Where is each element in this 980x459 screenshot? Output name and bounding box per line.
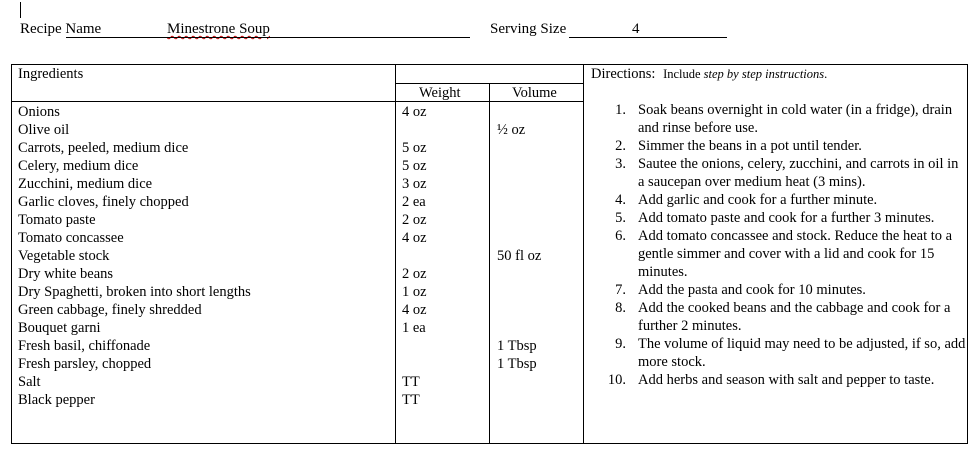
direction-step-number: 8. xyxy=(615,300,626,316)
ingredient-name: Zucchini, medium dice xyxy=(18,176,153,192)
ingredient-weight: 3 oz xyxy=(402,176,427,192)
serving-size-underline xyxy=(569,37,727,38)
directions-heading xyxy=(591,66,827,83)
directions-note: Include xyxy=(663,67,704,81)
table-rule-heading xyxy=(11,101,583,102)
directions-list xyxy=(598,101,968,389)
ingredient-weight: 4 oz xyxy=(402,302,427,318)
ingredient-name: Green cabbage, finely shredded xyxy=(18,302,202,318)
direction-step-text: Add tomato paste and cook for a further 3 minutes. xyxy=(638,210,935,226)
ingredient-name: Carrots, peeled, medium dice xyxy=(18,140,189,156)
ingredient-weight: 2 ea xyxy=(402,194,426,210)
volume-heading: Volume xyxy=(512,85,557,101)
text-cursor xyxy=(20,2,21,18)
ingredient-name: Dry Spaghetti, broken into short lengths xyxy=(18,284,251,300)
direction-step-number: 1. xyxy=(615,102,626,118)
ingredient-name: Vegetable stock xyxy=(18,248,110,264)
direction-step-number: 4. xyxy=(615,192,626,208)
recipe-name-label: Recipe Name xyxy=(20,21,102,37)
direction-step-text: The volume of liquid may need to be adjusted, if so, add more stock. xyxy=(638,336,966,370)
direction-step xyxy=(598,227,968,281)
direction-step-text: Simmer the beans in a pot until tender. xyxy=(638,138,862,154)
ingredient-weight: 4 oz xyxy=(402,104,427,120)
ingredient-volume: 1 Tbsp xyxy=(497,338,537,354)
serving-size-label: Serving Size xyxy=(490,21,567,37)
direction-step-number: 6. xyxy=(615,228,626,244)
direction-step-text: Add the cooked beans and the cabbage and cook for a further 2 minutes. xyxy=(638,300,951,334)
ingredient-name: Black pepper xyxy=(18,392,95,408)
ingredient-weight: 5 oz xyxy=(402,140,427,156)
ingredient-name: Garlic cloves, finely chopped xyxy=(18,194,189,210)
ingredient-weight: 1 oz xyxy=(402,284,427,300)
direction-step xyxy=(598,281,968,299)
table-rule-top xyxy=(395,83,583,84)
direction-step-number: 2. xyxy=(615,138,626,154)
direction-step-text: Sautee the onions, celery, zucchini, and carrots in oil in a saucepan over medium heat (3 mins). xyxy=(638,156,959,190)
ingredient-name: Fresh parsley, chopped xyxy=(18,356,152,372)
ingredient-name: Olive oil xyxy=(18,122,70,138)
direction-step xyxy=(598,335,968,371)
ingredient-weight: TT xyxy=(402,392,420,408)
ingredient-name: Tomato paste xyxy=(18,212,96,228)
direction-step-number: 10. xyxy=(607,372,626,388)
ingredient-name: Tomato concassee xyxy=(18,230,124,246)
ingredient-weight: 1 ea xyxy=(402,320,426,336)
direction-step xyxy=(598,101,968,137)
ingredient-name: Salt xyxy=(18,374,41,390)
recipe-name-value[interactable]: Minestrone Soup xyxy=(167,21,270,37)
ingredient-name: Bouquet garni xyxy=(18,320,101,336)
direction-step-text: Add tomato concassee and stock. Reduce the heat to a gentle simmer and cover with a lid and cook for 15 minutes. xyxy=(638,228,953,280)
direction-step-number: 9. xyxy=(615,336,626,352)
directions-label: Directions: xyxy=(591,66,656,82)
direction-step-text: Add herbs and season with salt and pepper to taste. xyxy=(638,372,935,388)
direction-step-number: 7. xyxy=(615,282,626,298)
direction-step-number: 5. xyxy=(615,210,626,226)
ingredient-name: Onions xyxy=(18,104,60,120)
ingredient-volume: ½ oz xyxy=(497,122,526,138)
ingredients-heading: Ingredients xyxy=(18,66,84,82)
recipe-name-underline xyxy=(66,37,470,38)
direction-step-text: Add garlic and cook for a further minute. xyxy=(638,192,878,208)
ingredient-weight: 2 oz xyxy=(402,212,427,228)
direction-step-text: Add the pasta and cook for 10 minutes. xyxy=(638,282,866,298)
direction-step xyxy=(598,155,968,191)
ingredient-name: Celery, medium dice xyxy=(18,158,139,174)
directions-note-emphasis: step by step instructions xyxy=(703,67,825,81)
table-divider-weight xyxy=(489,83,490,444)
direction-step xyxy=(598,191,968,209)
ingredient-weight: 4 oz xyxy=(402,230,427,246)
direction-step-number: 3. xyxy=(615,156,626,172)
direction-step-text: Soak beans overnight in cold water (in a fridge), drain and rinse before use. xyxy=(638,102,953,136)
ingredient-name: Dry white beans xyxy=(18,266,114,282)
table-divider-ingredients xyxy=(395,64,396,444)
ingredient-weight: 2 oz xyxy=(402,266,427,282)
direction-step xyxy=(598,209,968,227)
weight-heading: Weight xyxy=(419,85,461,101)
direction-step xyxy=(598,299,968,335)
ingredient-weight: 5 oz xyxy=(402,158,427,174)
table-divider-volume xyxy=(583,64,584,444)
ingredient-volume: 1 Tbsp xyxy=(497,356,537,372)
ingredient-name: Fresh basil, chiffonade xyxy=(18,338,151,354)
direction-step xyxy=(598,371,968,389)
ingredient-weight: TT xyxy=(402,374,420,390)
serving-size-value[interactable]: 4 xyxy=(632,21,640,37)
directions-note-end: . xyxy=(824,67,828,81)
ingredient-volume: 50 fl oz xyxy=(497,248,542,264)
direction-step xyxy=(598,137,968,155)
